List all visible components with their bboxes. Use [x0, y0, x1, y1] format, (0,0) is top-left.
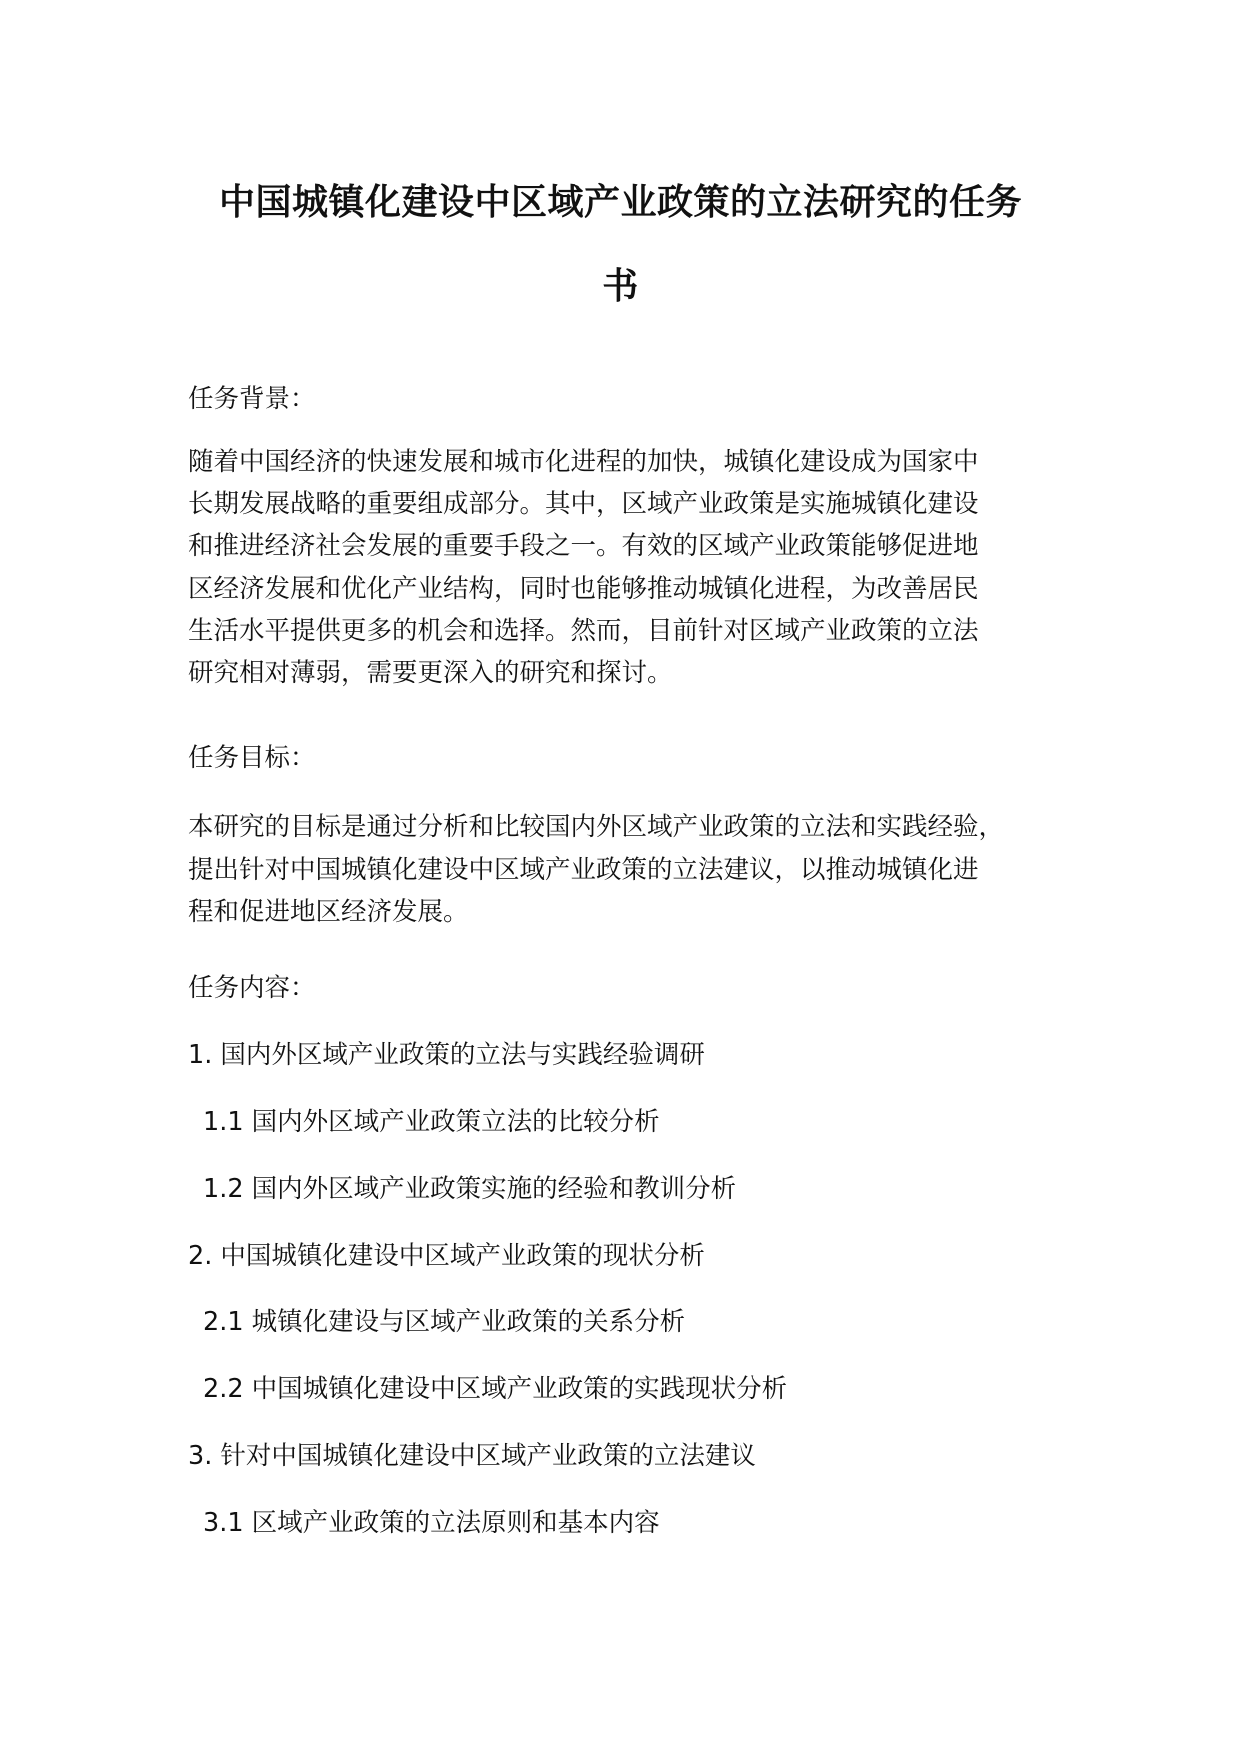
content-item-2: 2. 中国城镇化建设中区域产业政策的现状分析	[188, 1241, 705, 1271]
goal-paragraph-line: 提出针对中国城镇化建设中区域产业政策的立法建议，以推动城镇化进	[188, 855, 979, 885]
section-heading-content: 任务内容：	[188, 973, 316, 1003]
background-paragraph-line: 区经济发展和优化产业结构，同时也能够推动城镇化进程，为改善居民	[188, 574, 979, 604]
background-paragraph-line: 研究相对薄弱，需要更深入的研究和探讨。	[188, 658, 673, 688]
background-paragraph-line: 和推进经济社会发展的重要手段之一。有效的区域产业政策能够促进地	[188, 531, 979, 561]
content-item-3: 3. 针对中国城镇化建设中区域产业政策的立法建议	[188, 1441, 756, 1471]
goal-paragraph-line: 本研究的目标是通过分析和比较国内外区域产业政策的立法和实践经验，	[188, 812, 1005, 842]
content-item-2-2: 2.2 中国城镇化建设中区域产业政策的实践现状分析	[203, 1374, 788, 1404]
document-title-line-1: 中国城镇化建设中区域产业政策的立法研究的任务	[218, 182, 1022, 223]
content-item-3-1: 3.1 区域产业政策的立法原则和基本内容	[203, 1508, 660, 1538]
content-item-1: 1. 国内外区域产业政策的立法与实践经验调研	[188, 1040, 705, 1070]
content-item-1-2: 1.2 国内外区域产业政策实施的经验和教训分析	[203, 1174, 737, 1204]
content-item-2-1: 2.1 城镇化建设与区域产业政策的关系分析	[203, 1307, 686, 1337]
goal-paragraph-line: 程和促进地区经济发展。	[188, 897, 469, 927]
document-title-line-2: 书	[602, 266, 639, 307]
background-paragraph-line: 生活水平提供更多的机会和选择。然而，目前针对区域产业政策的立法	[188, 616, 979, 646]
background-paragraph-line: 长期发展战略的重要组成部分。其中，区域产业政策是实施城镇化建设	[188, 489, 979, 519]
background-paragraph-line: 随着中国经济的快速发展和城市化进程的加快，城镇化建设成为国家中	[188, 447, 979, 477]
section-heading-goal: 任务目标：	[188, 743, 316, 773]
content-item-1-1: 1.1 国内外区域产业政策立法的比较分析	[203, 1107, 660, 1137]
section-heading-background: 任务背景：	[188, 384, 316, 414]
